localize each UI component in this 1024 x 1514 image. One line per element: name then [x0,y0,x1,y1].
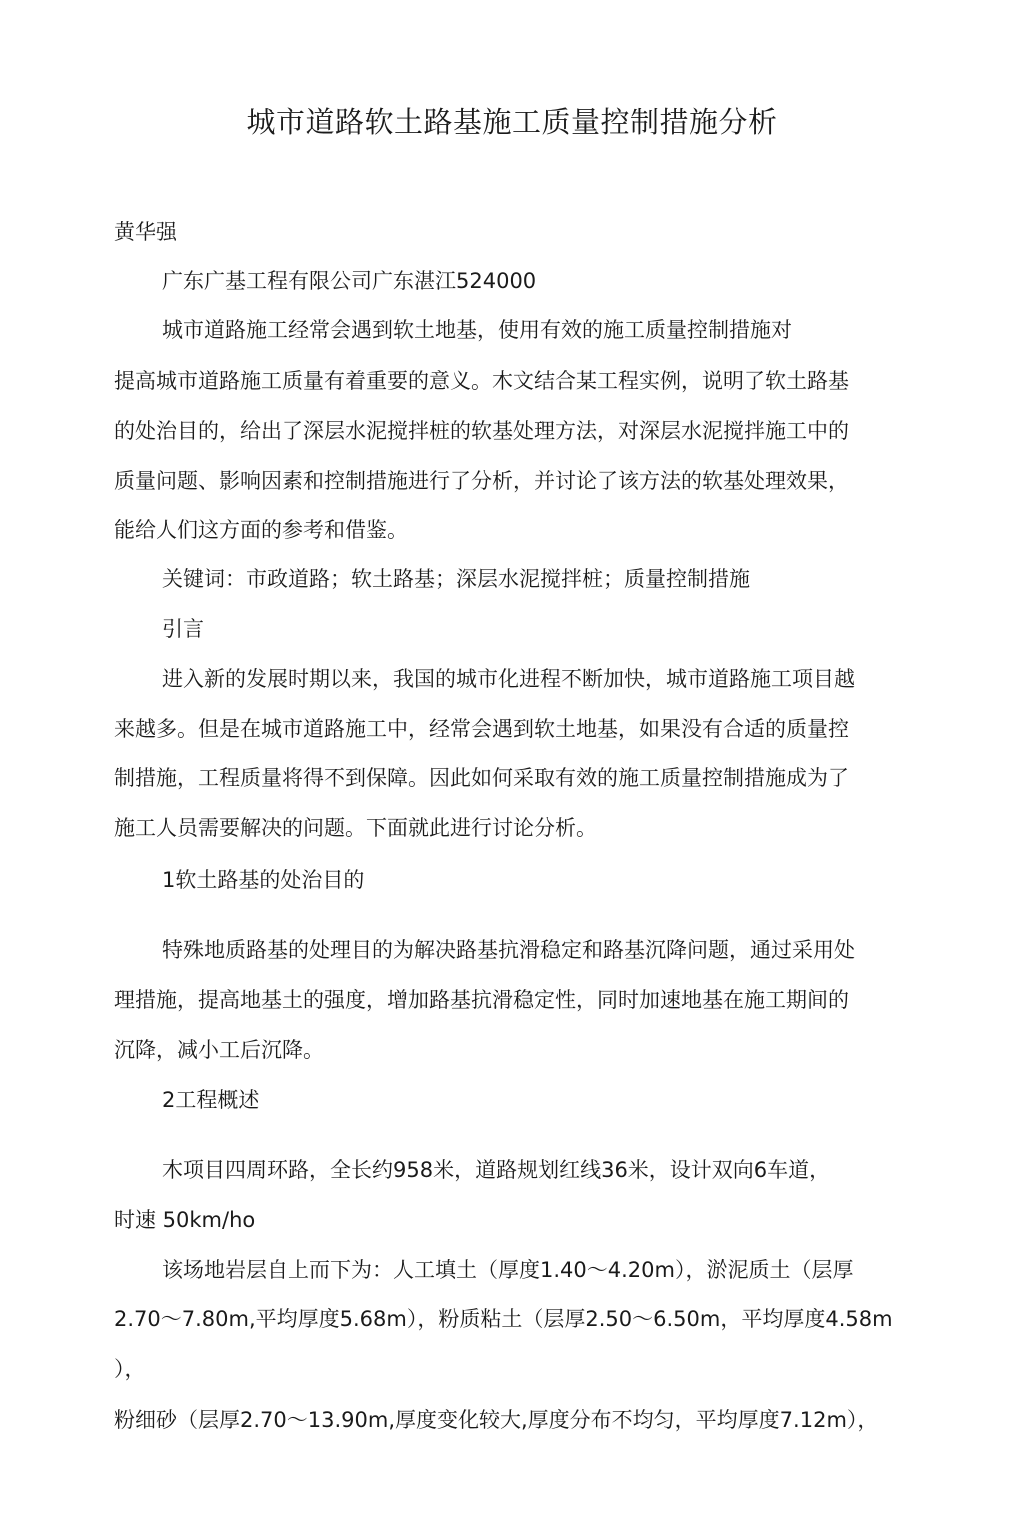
document-title: 城市道路软土路基施工质量控制措施分析 [246,105,778,139]
intro-line: 制措施，工程质量将得不到保障。因此如何采取有效的施工质量控制措施成为了 [114,766,849,790]
author-affiliation: 广东广基工程有限公司广东湛江524000 [162,269,537,293]
section-2-line: 2.70～7.80m,平均厚度5.68m），粉质粘土（层厚2.50～6.50m，平均厚度4.58m [114,1307,893,1331]
section-1-line: 沉降，减小工后沉降。 [114,1038,324,1062]
section-2-heading: 2工程概述 [162,1088,260,1112]
section-2-line: 该场地岩层自上而下为：人工填土（厚度1.40～4.20m），淤泥质土（层厚 [162,1258,854,1282]
section-2-line: 粉细砂（层厚2.70～13.90m,厚度变化较大,厚度分布不均匀，平均厚度7.12m）， [114,1408,879,1432]
intro-line: 来越多。但是在城市道路施工中，经常会遇到软土地基，如果没有合适的质量控 [114,717,849,741]
intro-heading: 引言 [162,617,204,641]
abstract-line: 城市道路施工经常会遇到软土地基，使用有效的施工质量控制措施对 [162,318,792,342]
abstract-line: 提高城市道路施工质量有着重要的意义。木文结合某工程实例，说明了软土路基 [114,369,849,393]
intro-line: 施工人员需要解决的问题。下面就此进行讨论分析。 [114,816,597,840]
section-2-line: 时速 50km/ho [114,1208,256,1232]
section-2-line: ）， [114,1357,146,1381]
intro-line: 进入新的发展时期以来，我国的城市化进程不断加快，城市道路施工项目越 [162,667,855,691]
section-2-line: 木项目四周环路，全长约958米，道路规划红线36米，设计双向6车道， [162,1158,831,1182]
section-1-heading: 1软土路基的处治目的 [162,868,365,892]
section-1-line: 特殊地质路基的处理目的为解决路基抗滑稳定和路基沉降问题，通过采用处 [162,938,855,962]
abstract-line: 能给人们这方面的参考和借鉴。 [114,518,408,542]
abstract-line: 质量问题、影响因素和控制措施进行了分析，并讨论了该方法的软基处理效果， [114,469,849,493]
author-name: 黄华强 [114,220,177,244]
keywords-line: 关键词：市政道路；软土路基；深层水泥搅拌桩；质量控制措施 [162,567,750,591]
section-1-line: 理措施，提高地基土的强度，增加路基抗滑稳定性，同时加速地基在施工期间的 [114,988,849,1012]
abstract-line: 的处治目的，给出了深层水泥搅拌桩的软基处理方法，对深层水泥搅拌施工中的 [114,419,849,443]
